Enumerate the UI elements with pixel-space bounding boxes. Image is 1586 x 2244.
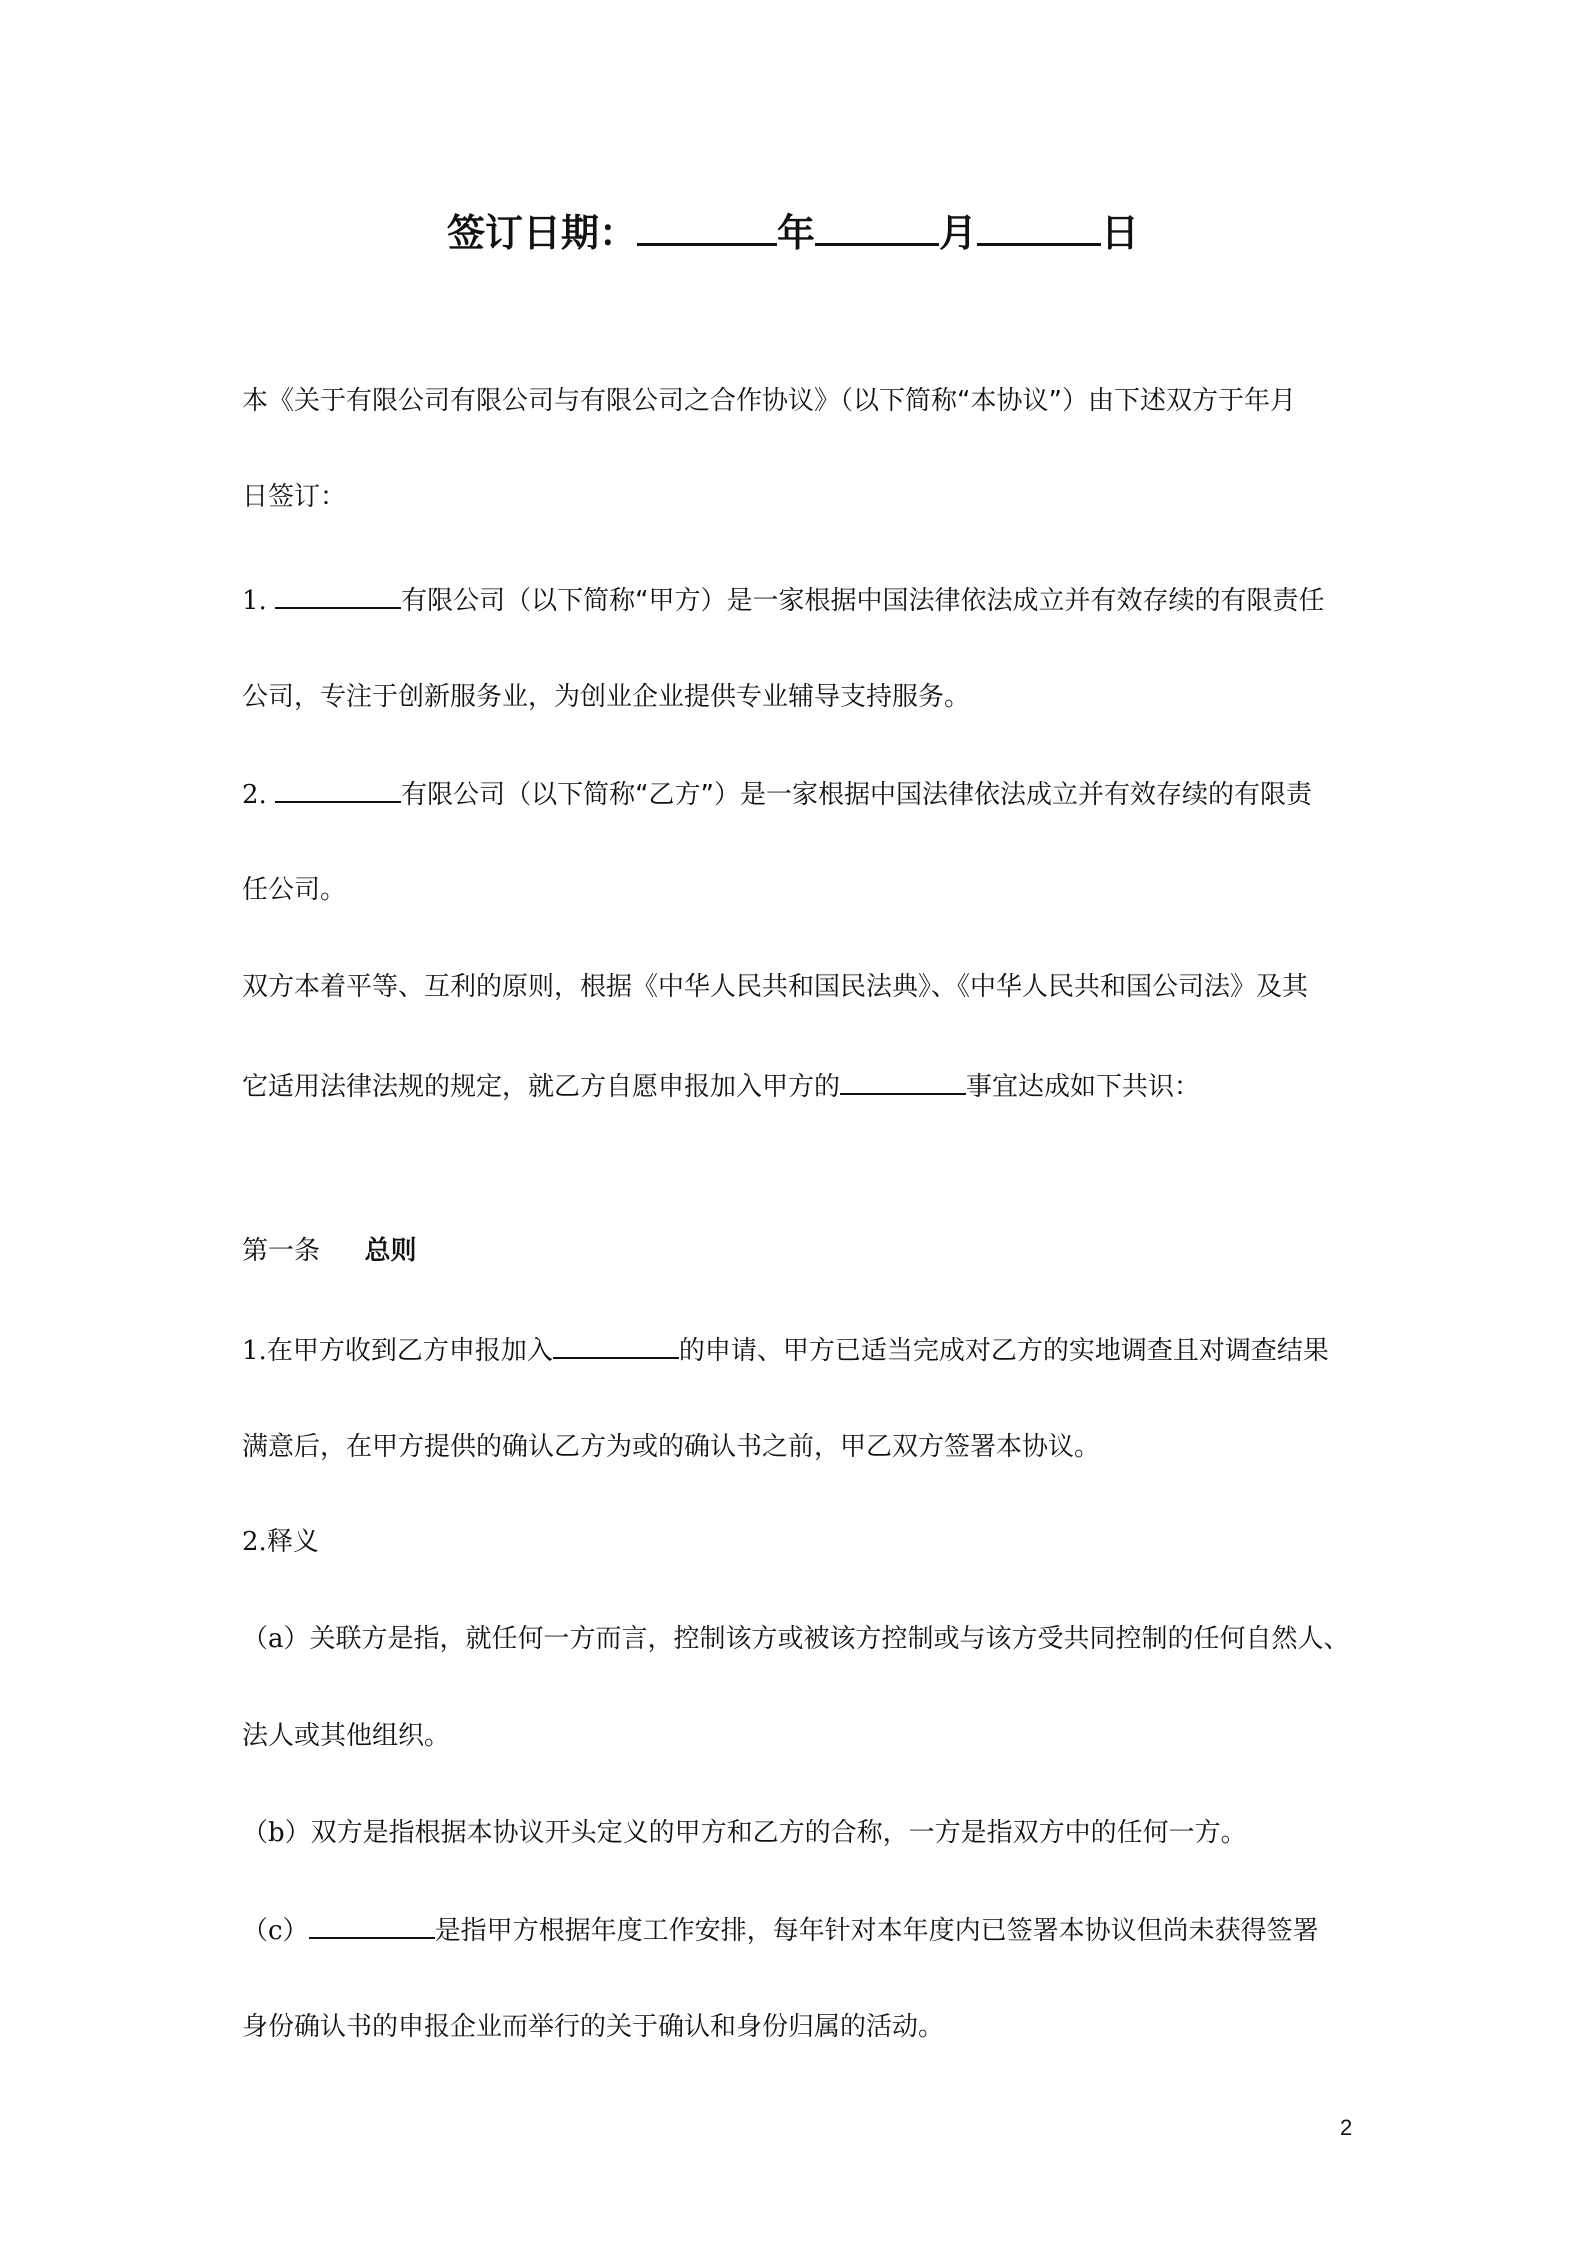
definition-b-text: 双方是指根据本协议开头定义的甲方和乙方的合称，一方是指双方中的任何一方。 (310, 1818, 1247, 1848)
clause-1-line-1 (242, 1330, 1329, 1367)
definition-a-text: 关联方是指，就任何一方而言，控制该方或被该方控制或与该方受共同控制的任何自然人、 (309, 1624, 1350, 1654)
basis-text-a: 它适用法律法规的规定，就乙方自愿申报加入甲方的 (242, 1072, 841, 1102)
day-label: 日 (1101, 211, 1140, 255)
year-blank[interactable] (637, 209, 777, 246)
definition-c-text: 是指甲方根据年度工作安排，每年针对本年度内已签署本协议但尚未获得签署 (434, 1916, 1319, 1946)
day-blank[interactable] (977, 209, 1101, 246)
clause-1-number: 1. (242, 1336, 267, 1366)
clause-1-line-2: 满意后，在甲方提供的确认乙方为或的确认书之前，甲乙双方签署本协议。 (242, 1432, 1101, 1462)
year-label: 年 (776, 211, 815, 255)
definition-a-line-1 (242, 1618, 1350, 1655)
activity-name-blank[interactable] (309, 1911, 435, 1939)
definition-c-line-2: 身份确认书的申报企业而举行的关于确认和身份归属的活动。 (242, 2012, 945, 2042)
article-title: 总则 (364, 1236, 417, 1266)
party-b-line-2: 任公司。 (242, 875, 347, 905)
basis-text-b: 事宜达成如下共识： (966, 1072, 1201, 1102)
clause-2-label: 释义 (266, 1527, 319, 1557)
definition-a-line-2: 法人或其他组织。 (242, 1721, 451, 1751)
party-a-name-blank[interactable] (275, 581, 401, 609)
clause-1-text-a: 在甲方收到乙方申报加入 (266, 1336, 553, 1366)
intro-line-1: 本《关于有限公司有限公司与有限公司之合作协议》（以下简称“本协议”）由下述双方于年月 (242, 386, 1296, 416)
month-blank[interactable] (815, 209, 939, 246)
party-b-line-1 (242, 774, 1312, 811)
party-b-text: 有限公司（以下简称“乙方”）是一家根据中国法律依法成立并有效存续的有限责 (401, 780, 1313, 810)
intro-line-2: 日签订： (242, 482, 347, 512)
article-1-heading (242, 1230, 417, 1267)
definition-c-line-1 (242, 1910, 1319, 1947)
definition-c-marker: （c） (242, 1916, 309, 1946)
page-number: 2 (1340, 2115, 1353, 2140)
basis-line-1: 双方本着平等、互利的原则，根据《中华人民共和国民法典》、《中华人民共和国公司法》及其 (242, 972, 1309, 1002)
definition-b-marker: （b） (242, 1818, 311, 1848)
party-a-number: 1. (242, 586, 267, 616)
party-a-line-2: 公司，专注于创新服务业，为创业企业提供专业辅导支持服务。 (242, 682, 971, 712)
signing-date-label: 签订日期： (446, 211, 637, 255)
basis-line-2 (242, 1066, 1200, 1103)
signing-date-title (0, 202, 1586, 257)
month-label: 月 (939, 211, 978, 255)
clause-2-number: 2. (242, 1527, 267, 1557)
application-blank[interactable] (553, 1331, 679, 1359)
party-b-number: 2. (242, 780, 267, 810)
party-a-line-1 (242, 580, 1325, 617)
party-a-text: 有限公司（以下简称“甲方）是一家根据中国法律依法成立并有效存续的有限责任 (401, 586, 1325, 616)
matter-blank[interactable] (840, 1067, 966, 1095)
clause-2-line (242, 1521, 319, 1558)
definition-a-marker: （a） (242, 1624, 310, 1654)
party-b-name-blank[interactable] (275, 775, 401, 803)
article-number: 第一条 (242, 1236, 321, 1266)
definition-b-line (242, 1812, 1247, 1849)
clause-1-text-b: 的申请、甲方已适当完成对乙方的实地调查且对调查结果 (678, 1336, 1329, 1366)
